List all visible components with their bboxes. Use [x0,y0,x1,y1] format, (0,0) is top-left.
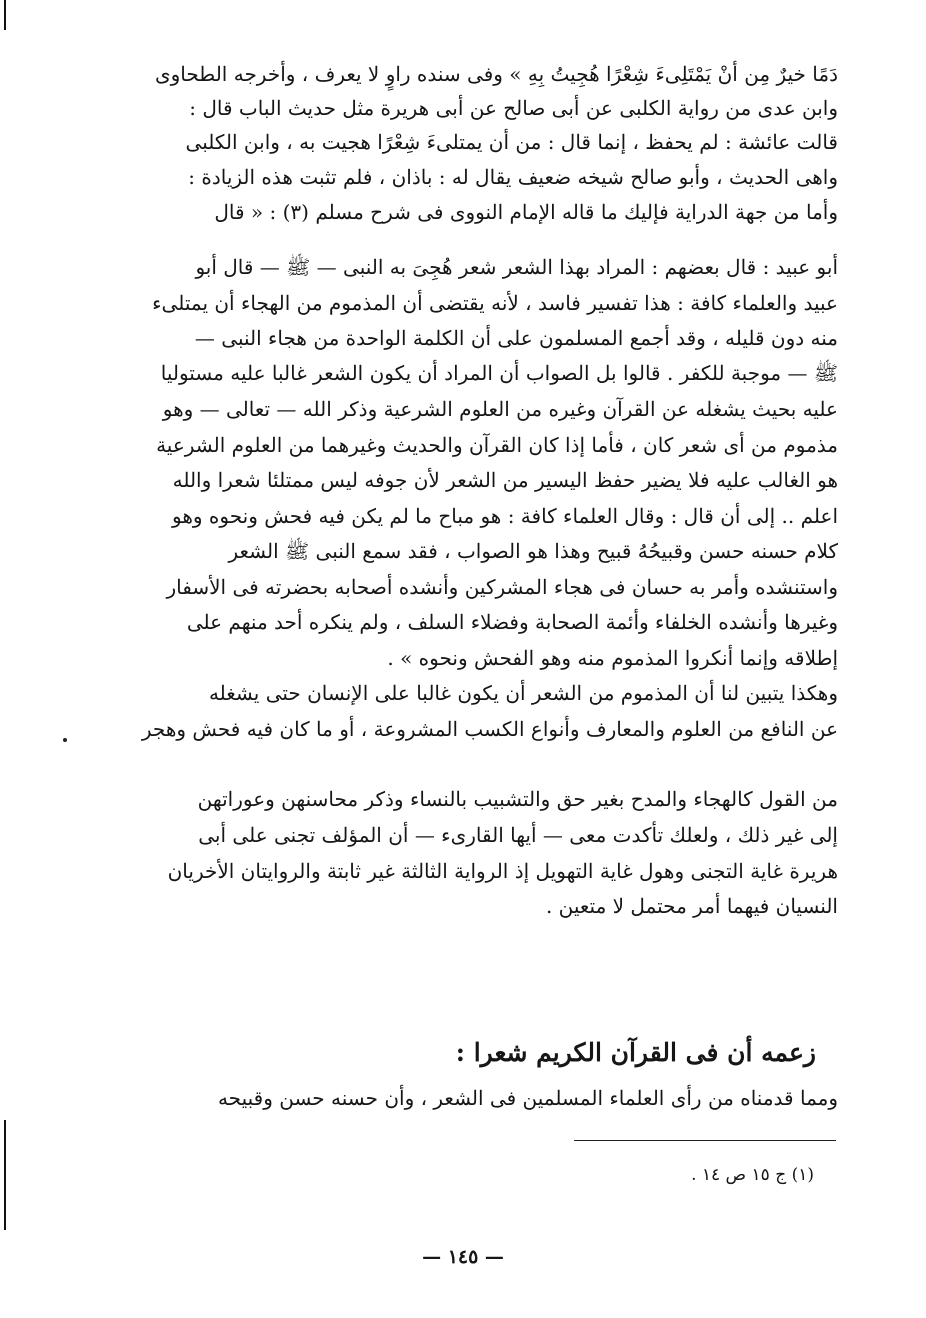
page-number: — ١٤٥ — [422,1246,504,1268]
text-line: أبو عبيد : قال بعضهم : المراد بهذا الشعر شعر هُجِىَ به النبى — ﷺ — قال أبو [195,255,838,279]
footnote: (١) ج ١٥ ص ١٤ . [691,1165,814,1185]
text-line: ﷺ — موجبة للكفر . قالوا بل الصواب أن المراد أن يكون الشعر غالبا عليه مستوليا [160,361,838,385]
text-line: وابن عدى من رواية الكلبى عن أبى صالح عن أبى هريرة مثل حديث الباب قال : [189,96,838,120]
text-line: واهى الحديث ، وأبو صالح شيخه ضعيف يقال له : باذان ، فلم تثبت هذه الزيادة : [188,165,838,189]
scan-edge-mark [4,0,6,30]
scan-edge-mark [4,1120,6,1230]
margin-dot [63,738,67,742]
text-line: النسيان فيهما أمر محتمل لا متعين . [545,894,838,918]
text-line: اعلم .. إلى أن قال : وقال العلماء كافة : هو مباح ما لم يكن فيه فحش ونحوه وهو [172,504,838,528]
text-line: منه دون قليله ، وقد أجمع المسلمون على أن الكلمة الواحدة من هجاء النبى — [194,326,838,350]
text-line: وغيرها وأنشده الخلفاء وأئمة الصحابة وفضلاء السلف ، ولم ينكره أحد منهم على [186,610,838,634]
text-line: إطلاقه وإنما أنكروا المذموم منه وهو الفحش ونحوه » . [387,646,838,670]
text-line: إلى غير ذلك ، ولعلك تأكدت معى — أيها القارىء — أن المؤلف تجنى على أبى [198,823,838,847]
text-line: هو الغالب عليه فلا يضير حفظ اليسير من الشعر لأن جوفه ليس ممتلئا شعرا والله [172,468,838,492]
text-line: وهكذا يتبين لنا أن المذموم من الشعر أن يكون غالبا على الإنسان حتى يشغله [208,681,838,705]
text-line: مذموم من أى شعر كان ، فأما إذا كان القرآن والحديث وغيرهما من العلوم الشرعية [156,433,838,457]
footnote-separator [574,1140,836,1141]
text-line: واستنشده وأمر به حسان فى هجاء المشركين وأنشده أصحابه بحضرته فى الأسفار [166,575,838,599]
section-heading: زعمه أن فى القرآن الكريم شعرا : [455,1038,816,1067]
text-line: وأما من جهة الدراية فإليك ما قاله الإمام النووى فى شرح مسلم (٣) : « قال [214,200,838,224]
text-line: دَمًا خيرٌ مِن أنْ يَمْتَلِىءَ شِعْرًا هُجِيتُ بِهِ » وفى سنده راوٍ لا يعرف ، وأخرجه الطحاوى [154,62,838,86]
text-line: هريرة غاية التجنى وهول غاية التهويل إذ الرواية الثالثة غير ثابتة والروايتان الأخريان [167,859,838,883]
text-line: عبيد والعلماء كافة : هذا تفسير فاسد ، لأنه يقتضى أن المذموم من الهجاء أن يمتلىء [152,291,838,315]
text-line: قالت عائشة : لم يحفظ ، إنما قال : من أن يمتلىءَ شِعْرًا هجيت به ، وابن الكلبى [185,130,838,154]
text-line: من القول كالهجاء والمدح بغير حق والتشبيب بالنساء وذكر محاسنهن وعوراتهن [197,787,838,811]
text-line: عن النافع من العلوم والمعارف وأنواع الكسب المشروعة ، أو ما كان فيه فحش وهجر [141,717,838,741]
text-line: ومما قدمناه من رأى العلماء المسلمين فى الشعر ، وأن حسنه حسن وقبيحه [217,1086,838,1110]
text-line: كلام حسنه حسن وقبيحُهُ قبيح وهذا هو الصواب ، فقد سمع النبى ﷺ الشعر [228,539,838,563]
text-line: عليه بحيث يشغله عن القرآن وغيره من العلوم الشرعية وذكر الله — تعالى — وهو [162,397,838,421]
